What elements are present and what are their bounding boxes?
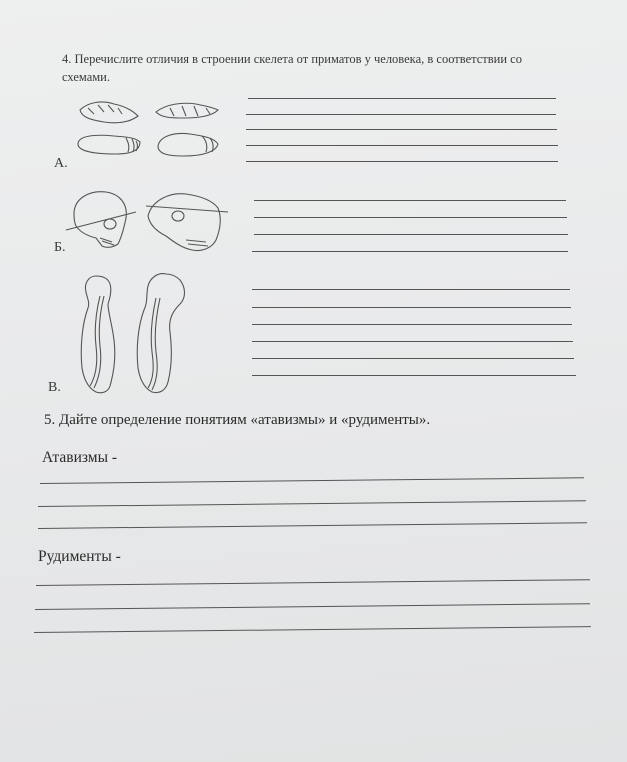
question-4-title: 4. Перечислите отличия в строении скелета от приматов у человека, в соответствии со схемами. xyxy=(62,52,522,84)
answer-line-a-3[interactable] xyxy=(246,129,557,130)
answer-line-a-4[interactable] xyxy=(246,145,558,146)
rudiments-line-3[interactable] xyxy=(34,626,591,633)
atavisms-line-1[interactable] xyxy=(40,477,584,484)
answer-line-b-2[interactable] xyxy=(254,217,567,218)
answer-line-a-2[interactable] xyxy=(246,114,556,115)
spines-drawing xyxy=(74,268,204,396)
rudiments-label: Рудименты - xyxy=(38,548,121,565)
answer-line-c-4[interactable] xyxy=(252,341,573,342)
answer-line-c-6[interactable] xyxy=(252,375,576,376)
answer-line-b-4[interactable] xyxy=(252,251,568,252)
atavisms-line-2[interactable] xyxy=(38,500,586,507)
answer-line-a-5[interactable] xyxy=(246,161,558,162)
answer-line-c-2[interactable] xyxy=(252,307,571,308)
answer-line-b-3[interactable] xyxy=(254,234,568,235)
feet-skeleton-drawing xyxy=(74,96,224,166)
skulls-drawing xyxy=(66,186,232,256)
question-5-title: 5. Дайте определение понятиям «атавизмы» и «рудименты». xyxy=(44,412,431,428)
atavisms-line-3[interactable] xyxy=(38,522,587,529)
rudiments-line-1[interactable] xyxy=(36,579,590,586)
rudiments-line-2[interactable] xyxy=(35,603,590,610)
answer-line-c-1[interactable] xyxy=(252,289,570,290)
label-a: А. xyxy=(54,156,68,171)
answer-line-c-3[interactable] xyxy=(252,324,572,325)
answer-line-a-1[interactable] xyxy=(248,98,556,99)
label-c: В. xyxy=(48,380,61,395)
answer-line-b-1[interactable] xyxy=(254,200,566,201)
answer-line-c-5[interactable] xyxy=(252,358,574,359)
label-b: Б. xyxy=(54,240,66,255)
atavisms-label: Атавизмы - xyxy=(42,449,118,466)
